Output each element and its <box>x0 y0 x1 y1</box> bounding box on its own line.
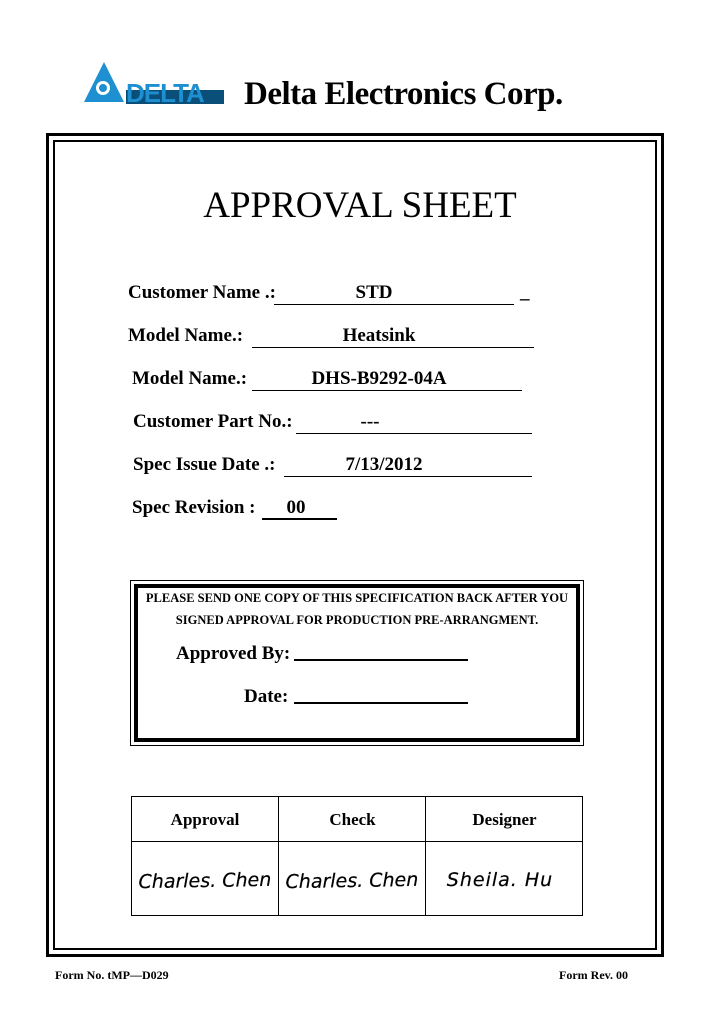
date-label: Date: <box>244 686 289 707</box>
logo-wordmark: DELTA <box>126 78 204 108</box>
designer-signature-name: Sheila. Hu <box>446 869 554 891</box>
customer-part-label: Customer Part No.: <box>133 411 293 432</box>
model-name-label: Model Name.: <box>128 325 244 346</box>
customer-part-underline <box>296 433 532 434</box>
designer-header: Designer <box>472 810 537 829</box>
model-number-value: DHS-B9292-04A <box>311 368 447 389</box>
check-header: Check <box>329 810 376 829</box>
form-revision: Form Rev. 00 <box>559 968 628 982</box>
page-title: APPROVAL SHEET <box>203 185 517 226</box>
customer-name-underline <box>274 304 514 305</box>
approval-signature <box>131 843 279 915</box>
form-number: Form No. tMP—D029 <box>55 968 169 982</box>
date-line <box>294 702 468 704</box>
table-header-divider <box>131 841 583 842</box>
notice-line-2: SIGNED APPROVAL FOR PRODUCTION PRE-ARRANGMENT. <box>175 613 539 627</box>
check-signature <box>279 843 426 915</box>
company-name: Delta Electronics Corp. <box>244 76 563 112</box>
spec-revision-label: Spec Revision : <box>132 497 256 518</box>
customer-name-suffix: _ <box>520 282 530 303</box>
approval-header: Approval <box>170 810 240 829</box>
customer-name-label: Customer Name .: <box>128 282 276 303</box>
model-name-value: Heatsink <box>342 325 416 346</box>
model-name-underline <box>252 347 534 348</box>
customer-name-value: STD <box>355 282 393 303</box>
approved-by-line <box>294 659 468 661</box>
approval-signature-name: Charles. Chen <box>138 868 272 894</box>
model-number-underline <box>252 390 522 391</box>
approved-by-label: Approved By: <box>176 643 291 664</box>
notice-line-1: PLEASE SEND ONE COPY OF THIS SPECIFICATION BACK AFTER YOU <box>145 591 569 605</box>
spec-revision-underline <box>262 518 337 520</box>
customer-part-value: --- <box>360 411 380 432</box>
check-signature-name: Charles. Chen <box>285 868 419 894</box>
spec-issue-value: 7/13/2012 <box>345 454 423 475</box>
spec-revision-value: 00 <box>286 497 306 518</box>
spec-issue-underline <box>284 476 532 477</box>
model-name-label-2: Model Name.: <box>132 368 248 389</box>
delta-logo <box>82 60 224 110</box>
designer-signature <box>426 843 583 915</box>
spec-issue-label: Spec Issue Date .: <box>133 454 276 475</box>
